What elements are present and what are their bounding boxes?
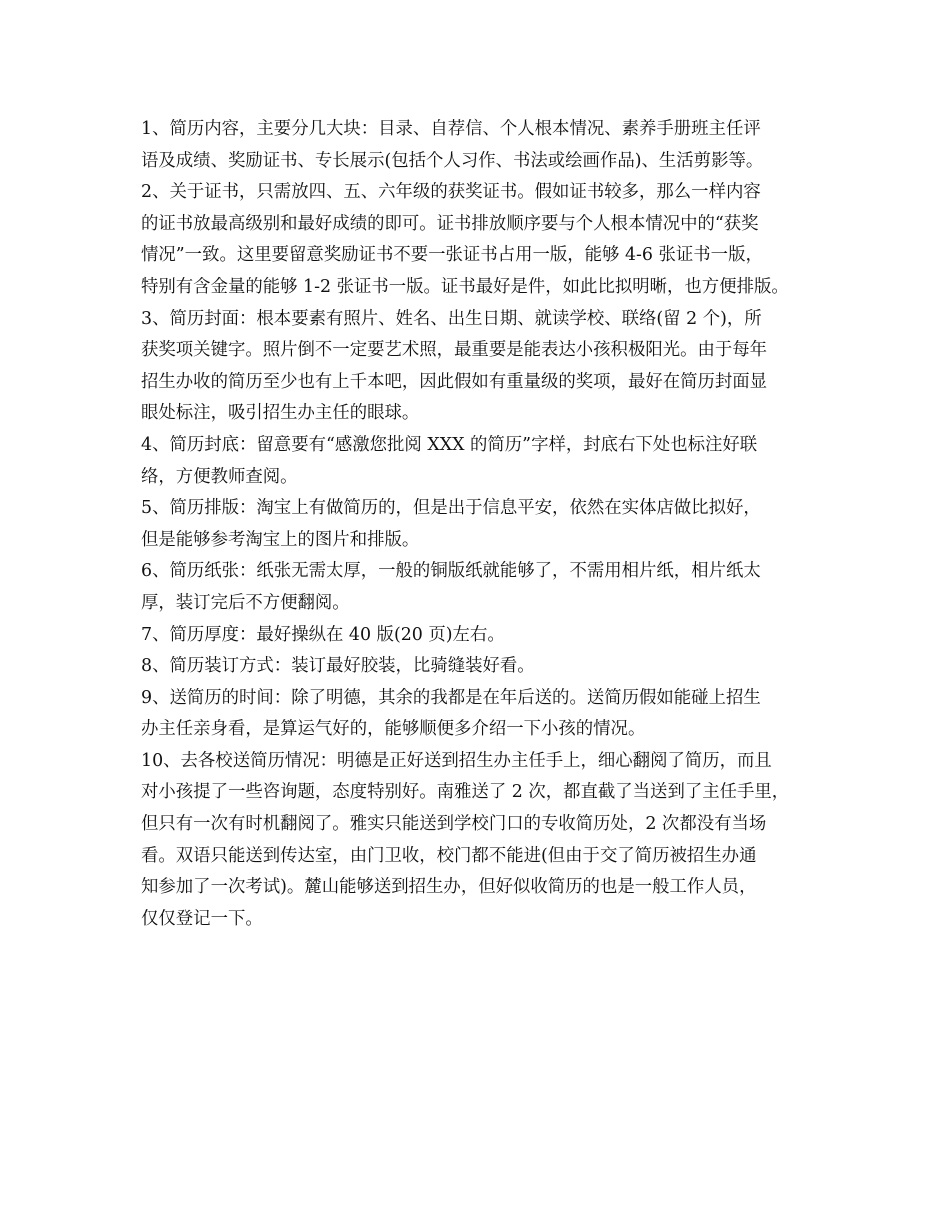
text-line: 的证书放最高级别和最好成绩的即可。证书排放顺序要与个人根本情况中的“获奖	[141, 213, 759, 234]
text-line: 对小孩提了一些咨询题，态度特别好。南雅送了 2 次，都直截了当送到了主任手里，	[141, 782, 790, 803]
text-line: 7、简历厚度：最好操纵在 40 版(20 页)左右。	[141, 624, 505, 645]
text-line: 仅仅登记一下。	[141, 908, 263, 929]
text-line: 2、关于证书，只需放四、五、六年级的获奖证书。假如证书较多，那么一样内容	[141, 182, 761, 203]
text-line: 厚，装订完后不方便翻阅。	[141, 592, 350, 613]
text-line: 办主任亲身看，是算运气好的，能够顺便多介绍一下小孩的情况。	[141, 719, 646, 740]
document-body	[141, 114, 811, 935]
text-line: 看。双语只能送到传达室，由门卫收，校门都不能进(但由于交了简历被招生办通	[141, 845, 757, 866]
text-line: 3、简历封面：根本要素有照片、姓名、出生日期、就读学校、联络(留 2 个)，所	[141, 308, 762, 329]
text-line: 9、送简历的时间：除了明德，其余的我都是在年后送的。送简历假如能碰上招生	[141, 687, 761, 708]
text-line: 4、简历封底：留意要有“感激您批阅 XXX 的简历”字样，封底右下处也标注好联	[141, 434, 758, 455]
text-line: 1、简历内容，主要分几大块：目录、自荐信、个人根本情况、素养手册班主任评	[141, 119, 761, 139]
text-line: 招生办收的简历至少也有上千本吧，因此假如有重量级的奖项，最好在简历封面显	[141, 371, 768, 392]
text-line: 知参加了一次考试)。麓山能够送到招生办，但好似收简历的也是一般工作人员，	[141, 877, 757, 898]
text-line: 8、简历装订方式：装订最好胶装，比骑缝装好看。	[141, 656, 535, 677]
text-line: 但只有一次有时机翻阅了。雅实只能送到学校门口的专收简历处，2 次都没有当场	[141, 814, 767, 835]
text-line: 语及成绩、奖励证书、专长展示(包括个人习作、书法或绘画作品)、生活剪影等。	[141, 150, 764, 171]
text-line: 6、简历纸张：纸张无需太厚，一般的铜版纸就能够了，不需用相片纸，相片纸太	[141, 561, 761, 582]
text-line: 情况”一致。这里要留意奖励证书不要一张证书占用一版，能够 4-6 张证书一版，	[141, 245, 763, 266]
text-line: 络，方便教师查阅。	[141, 466, 298, 487]
text-line: 获奖项关键字。照片倒不一定要艺术照，最重要是能表达小孩积极阳光。由于每年	[141, 340, 768, 361]
text-line: 眼处标注，吸引招生办主任的眼球。	[141, 403, 420, 424]
text-line: 10、去各校送简历情况：明德是正好送到招生办主任手上，细心翻阅了简历，而且	[141, 750, 772, 771]
text-line: 特别有含金量的能够 1-2 张证书一版。证书最好是件，如此比拟明晰，也方便排版。	[141, 276, 789, 297]
text-line: 5、简历排版：淘宝上有做简历的，但是出于信息平安，依然在实体店做比拟好，	[141, 498, 761, 519]
text-line: 但是能够参考淘宝上的图片和排版。	[141, 529, 420, 550]
